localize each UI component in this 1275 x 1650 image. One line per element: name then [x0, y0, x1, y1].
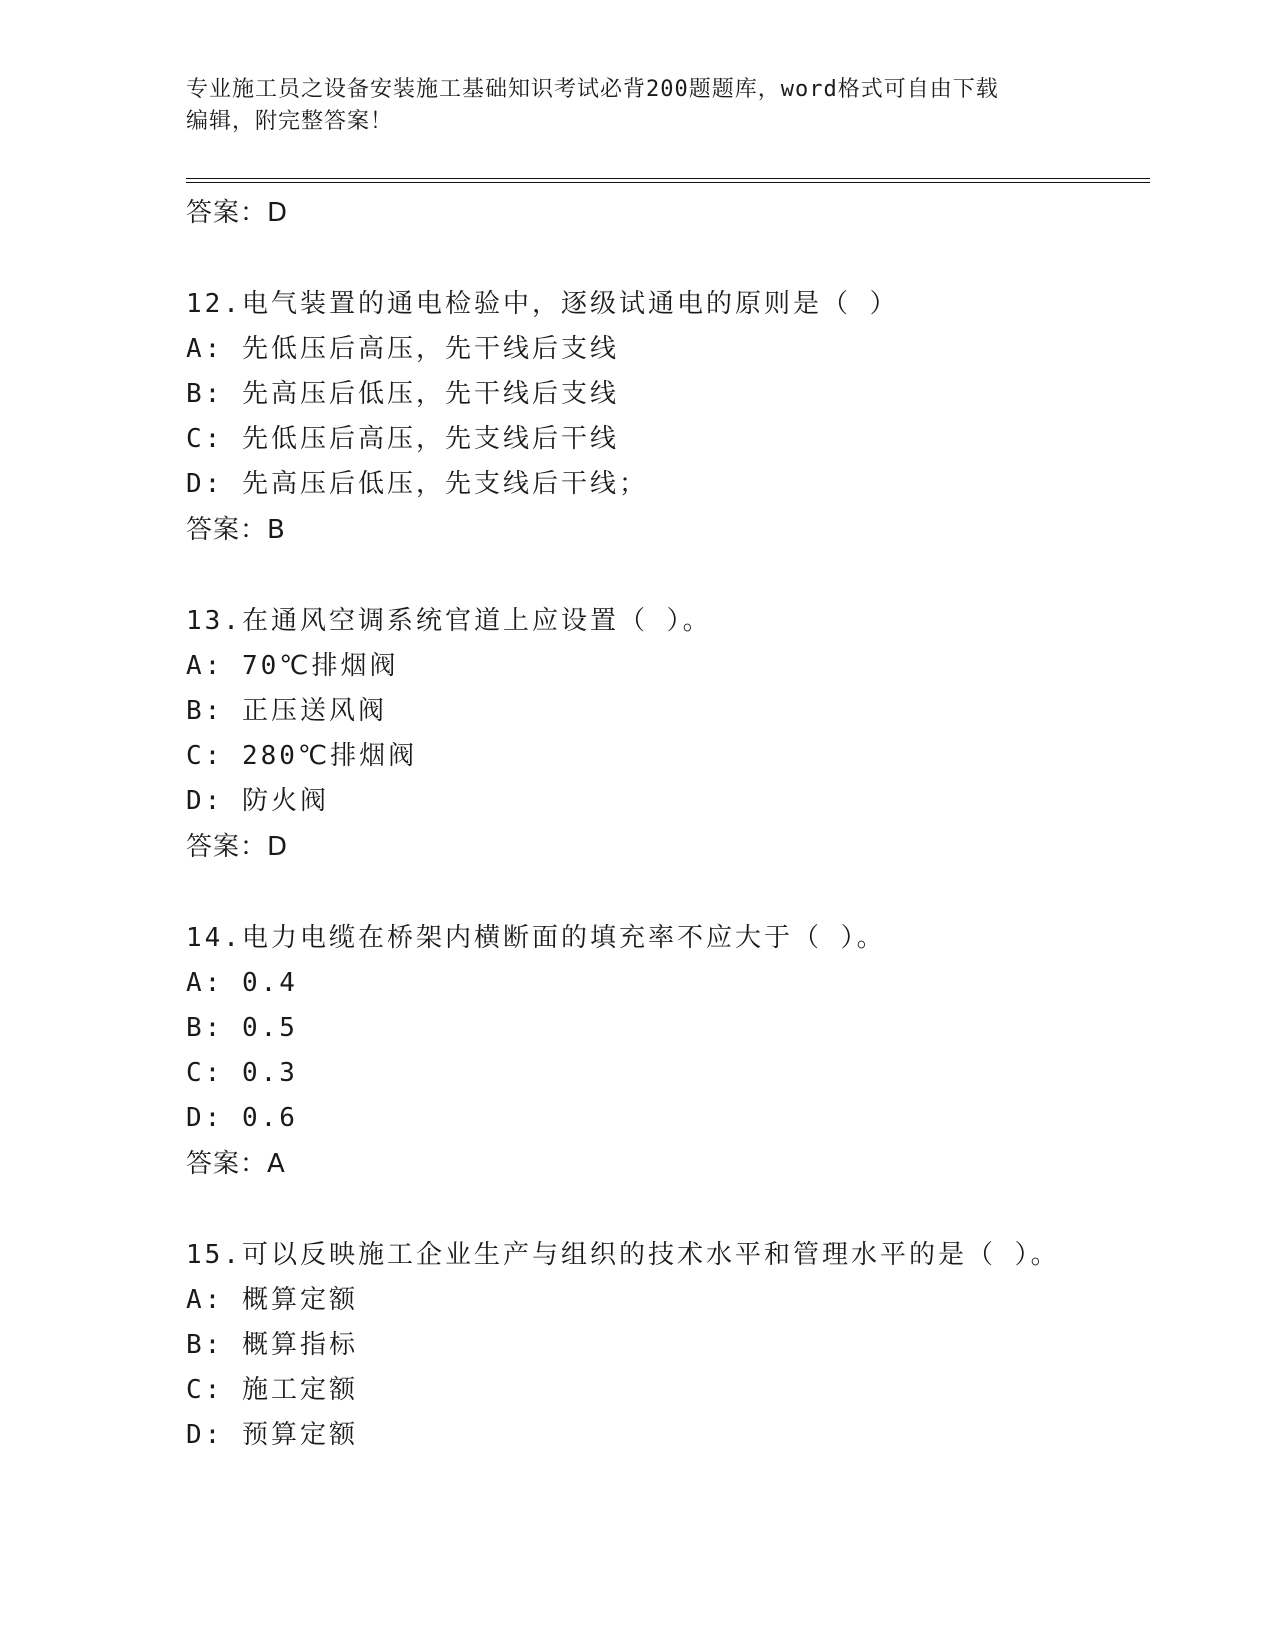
answer-line: 答案：D — [186, 832, 289, 862]
option-d: D: 0.6 — [186, 1103, 298, 1133]
header-divider-top — [186, 178, 1150, 179]
option-d: D: 预算定额 — [186, 1420, 358, 1450]
option-c: C: 280℃排烟阀 — [186, 741, 418, 771]
option-a: A: 概算定额 — [186, 1285, 358, 1315]
option-b: B: 概算指标 — [186, 1330, 358, 1360]
question-list — [186, 190, 1146, 1458]
question-block — [186, 598, 1146, 870]
question-block — [186, 1232, 1146, 1458]
option-c: C: 施工定额 — [186, 1375, 358, 1405]
header-title-line-2: 编辑，附完整答案！ — [186, 109, 394, 134]
option-d: D: 防火阀 — [186, 786, 329, 816]
answer-line: 答案：A — [186, 1149, 286, 1179]
spacer — [186, 870, 1146, 915]
document-header — [186, 74, 1086, 138]
option-c: C: 先低压后高压，先支线后干线 — [186, 424, 619, 454]
header-divider-bottom — [186, 182, 1150, 183]
option-c: C: 0.3 — [186, 1058, 298, 1088]
answer-line: 答案：B — [186, 515, 286, 545]
answer-line: 答案：D — [186, 198, 289, 228]
spacer — [186, 1187, 1146, 1232]
option-a: A: 先低压后高压，先干线后支线 — [186, 334, 619, 364]
option-b: B: 先高压后低压，先干线后支线 — [186, 379, 619, 409]
spacer — [186, 236, 1146, 281]
option-b: B: 0.5 — [186, 1013, 298, 1043]
question-stem: 14.电力电缆在桥架内横断面的填充率不应大于（ ）。 — [186, 923, 886, 953]
option-a: A: 70℃排烟阀 — [186, 651, 399, 681]
spacer — [186, 553, 1146, 598]
question-stem: 13.在通风空调系统官道上应设置（ ）。 — [186, 606, 712, 636]
question-stem: 12.电气装置的通电检验中，逐级试通电的原则是（ ） — [186, 289, 899, 319]
option-b: B: 正压送风阀 — [186, 696, 387, 726]
question-block — [186, 915, 1146, 1187]
question-stem: 15.可以反映施工企业生产与组织的技术水平和管理水平的是（ ）。 — [186, 1240, 1060, 1270]
option-d: D: 先高压后低压，先支线后干线； — [186, 469, 648, 499]
option-a: A: 0.4 — [186, 968, 298, 998]
question-block — [186, 281, 1146, 553]
header-title-line-1: 专业施工员之设备安装施工基础知识考试必背200题题库，word格式可自由下载 — [186, 77, 999, 102]
